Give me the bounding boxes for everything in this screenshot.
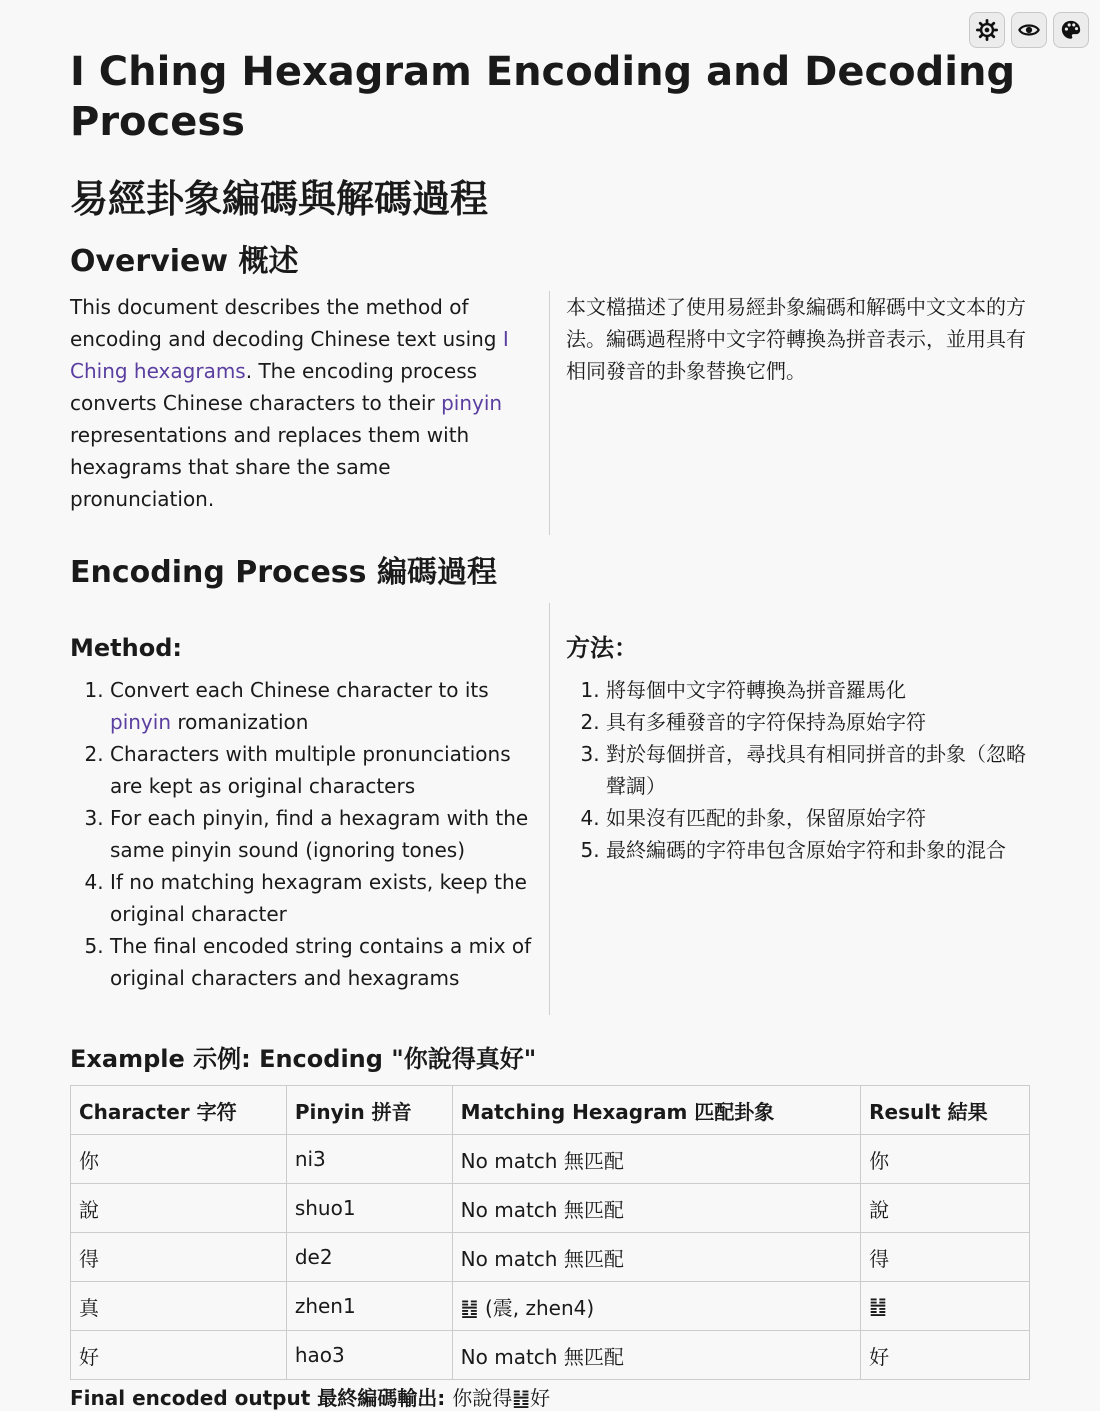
- list-item: 5. The final encoded string contains a mix of original characters and hexagrams: [110, 930, 535, 994]
- overview-english-column: [70, 291, 550, 535]
- example-heading: Example 示例: Encoding "你說得真好": [70, 1045, 537, 1073]
- method-heading-english: Method:: [70, 634, 182, 662]
- table-cell: 好: [861, 1331, 1030, 1380]
- list-item: 1. 將每個中文字符轉換為拼音羅馬化: [606, 674, 1030, 706]
- table-row: [71, 1184, 1030, 1233]
- table-cell: de2: [286, 1233, 452, 1282]
- method-steps-english: [70, 674, 535, 994]
- column-header-pinyin: Pinyin 拼音: [286, 1086, 452, 1135]
- encoding-section: [70, 603, 1030, 1015]
- method-chinese-column: [550, 603, 1030, 1015]
- table-cell: No match 無匹配: [452, 1233, 860, 1282]
- table-cell: 說: [71, 1184, 287, 1233]
- palette-icon: [1060, 19, 1082, 41]
- table-cell: ䷲ (震, zhen4): [452, 1282, 860, 1331]
- list-item: 4. 如果沒有匹配的卦象，保留原始字符: [606, 802, 1030, 834]
- table-header-row: [71, 1086, 1030, 1135]
- text-span: . The encoding process converts Chinese characters to their: [70, 359, 478, 415]
- table-row: [71, 1331, 1030, 1380]
- list-item: 4. If no matching hexagram exists, keep the original character: [110, 866, 535, 930]
- list-item: 3. For each pinyin, find a hexagram with the same pinyin sound (ignoring tones): [110, 802, 535, 866]
- table-cell: 你: [861, 1135, 1030, 1184]
- pinyin-link[interactable]: pinyin: [110, 710, 171, 734]
- list-item: [110, 674, 535, 738]
- table-cell: 好: [71, 1331, 287, 1380]
- table-cell: 說: [861, 1184, 1030, 1233]
- table-cell: 真: [71, 1282, 287, 1331]
- overview-heading: Overview 概述: [70, 244, 299, 279]
- method-steps-chinese: [566, 674, 1030, 866]
- list-item: 3. 對於每個拼音，尋找具有相同拼音的卦象（忽略聲調）: [606, 738, 1030, 802]
- toolbar: [969, 12, 1089, 48]
- view-button[interactable]: [1011, 12, 1047, 48]
- theme-button[interactable]: [1053, 12, 1089, 48]
- list-item: 5. 最終編碼的字符串包含原始字符和卦象的混合: [606, 834, 1030, 866]
- column-header-result: Result 結果: [861, 1086, 1030, 1135]
- list-item: 2. 具有多種發音的字符保持為原始字符: [606, 706, 1030, 738]
- list-item: 2. Characters with multiple pronunciations are kept as original characters: [110, 738, 535, 802]
- text-span: Convert each Chinese character to its: [110, 678, 489, 702]
- text-span: This document describes the method of encoding and decoding Chinese text using: [70, 295, 503, 351]
- table-cell: shuo1: [286, 1184, 452, 1233]
- page-title: I Ching Hexagram Encoding and Decoding Process: [70, 49, 1016, 145]
- table-cell: No match 無匹配: [452, 1184, 860, 1233]
- method-english-column: [70, 603, 550, 1015]
- overview-english-text: [70, 291, 535, 515]
- overview-chinese-text: 本文檔描述了使用易經卦象編碼和解碼中文文本的方法。編碼過程將中文字符轉換為拼音表示，並用具有相同發音的卦象替換它們。: [566, 295, 1026, 383]
- column-header-hexagram: Matching Hexagram 匹配卦象: [452, 1086, 860, 1135]
- table-cell: ni3: [286, 1135, 452, 1184]
- final-output-value: 你說得䷲好: [452, 1386, 551, 1410]
- eye-icon: [1018, 19, 1040, 41]
- table-cell: ䷲: [861, 1282, 1030, 1331]
- i-ching-hexagrams-link[interactable]: I Ching hexagrams: [70, 327, 509, 383]
- table-row: [71, 1282, 1030, 1331]
- overview-chinese-column: [550, 291, 1030, 535]
- column-header-character: Character 字符: [71, 1086, 287, 1135]
- final-output-label: Final encoded output 最終編碼輸出:: [70, 1386, 453, 1410]
- table-cell: No match 無匹配: [452, 1331, 860, 1380]
- table-cell: hao3: [286, 1331, 452, 1380]
- table-cell: No match 無匹配: [452, 1135, 860, 1184]
- final-encoded-output: [70, 1382, 550, 1411]
- gear-icon: [976, 19, 998, 41]
- table-cell: zhen1: [286, 1282, 452, 1331]
- page-title-chinese: 易經卦象編碼與解碼過程: [70, 177, 489, 221]
- table-cell: 你: [71, 1135, 287, 1184]
- encoding-example-table: [70, 1085, 1030, 1380]
- table-cell: 得: [861, 1233, 1030, 1282]
- table-row: [71, 1233, 1030, 1282]
- encoding-heading: Encoding Process 編碼過程: [70, 555, 497, 590]
- text-span: romanization: [171, 710, 309, 734]
- settings-button[interactable]: [969, 12, 1005, 48]
- overview-section: [70, 291, 1030, 535]
- pinyin-link[interactable]: pinyin: [441, 391, 503, 415]
- table-row: [71, 1135, 1030, 1184]
- method-heading-chinese: 方法：: [566, 634, 638, 662]
- text-span: representations and replaces them with hexagrams that share the same pronunciation.: [70, 423, 470, 511]
- table-cell: 得: [71, 1233, 287, 1282]
